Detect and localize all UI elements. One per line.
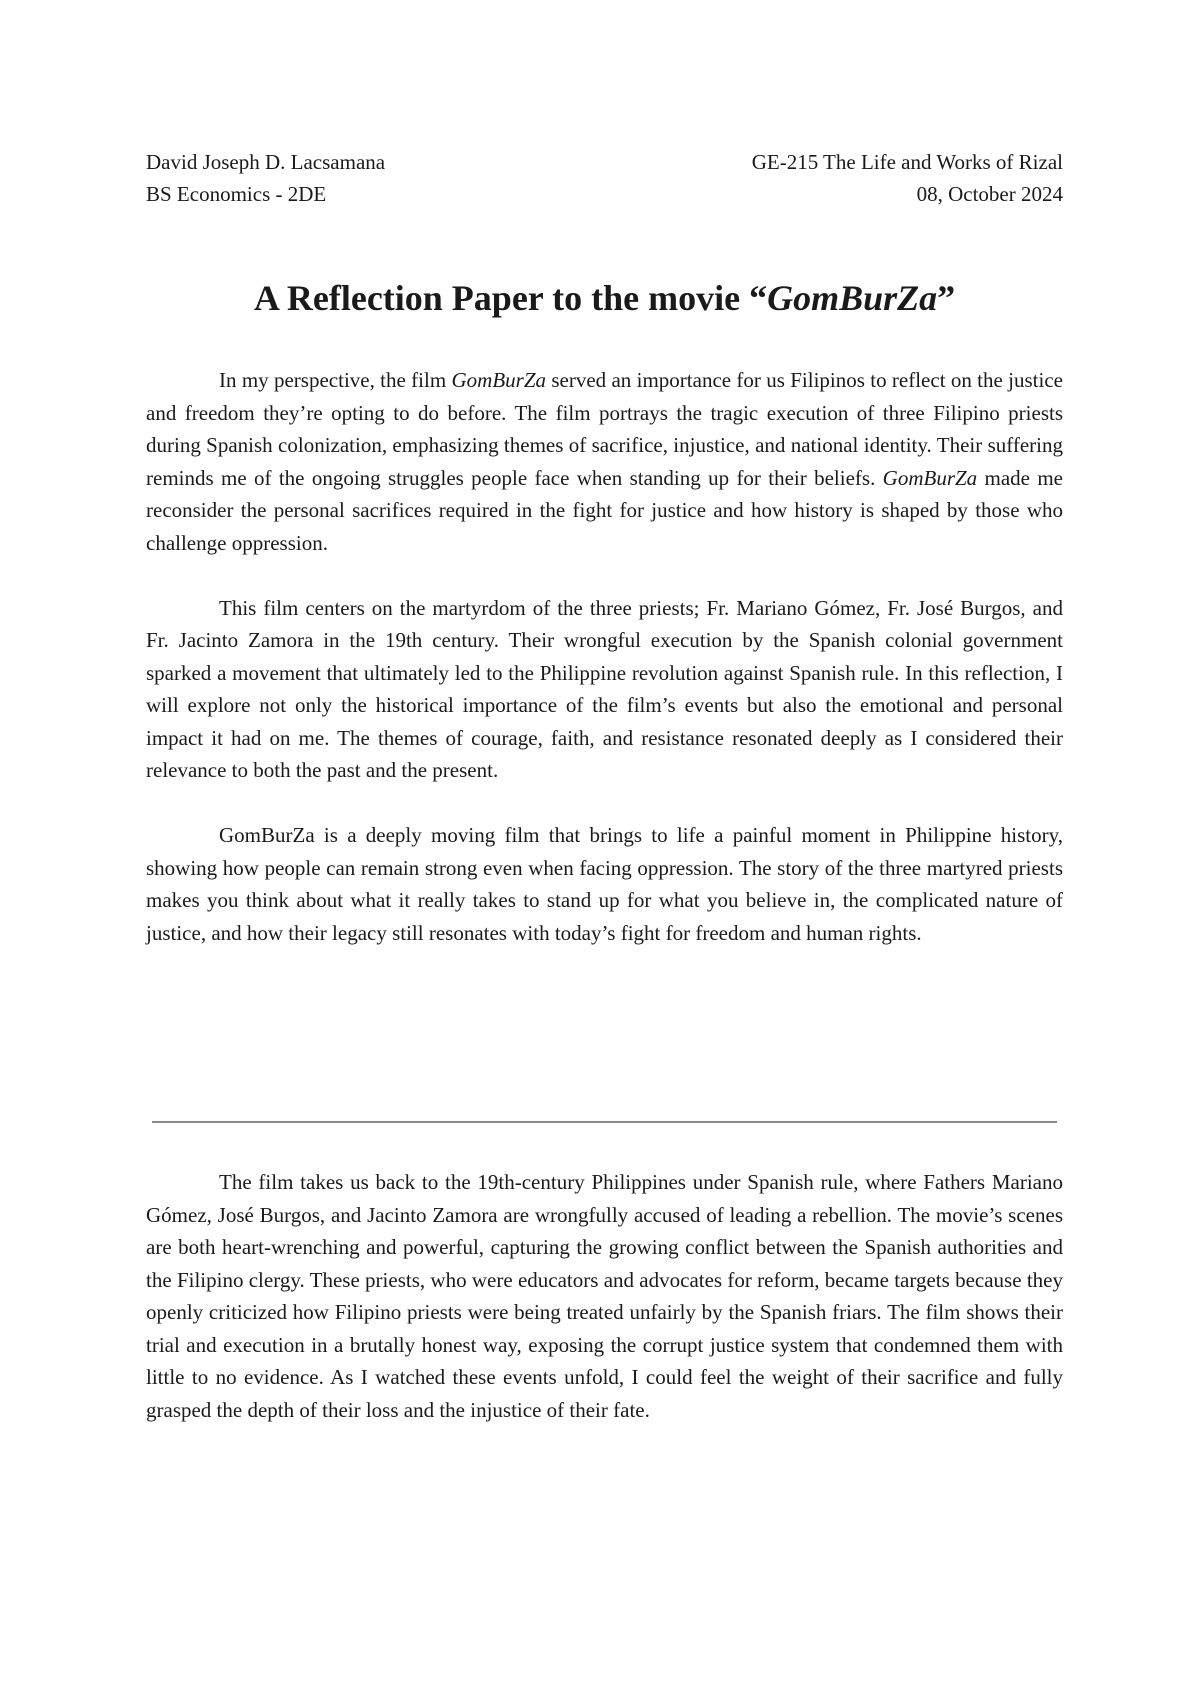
paragraph-1-film-name: GomBurZa: [451, 368, 547, 392]
title-film-name: GomBurZa: [767, 278, 938, 318]
paragraph-4: The film takes us back to the 19th-century Philippines under Spanish rule, where Fathers Mariano Gómez, José Burgos, and Jacinto Zamora are wrongfully accused of leading a rebellion. The movie’s scenes are both heart-wrenching and powerful, capturing the growing conflict between the Spanish authorities and the Filipino clergy. These priests, who were educators and advocates for reform, became targets because they openly criticized how Filipino priests were being treated unfairly by the Spanish friars. The film shows their trial and execution in a brutally honest way, exposing the corrupt justice system that condemned them with little to no evidence. As I watched these events unfold, I could feel the weight of their sacrifice and fully grasped the depth of their loss and the injustice of their fate.: [146, 1170, 1063, 1422]
paragraph-1-film-name-2: GomBurZa: [882, 465, 978, 490]
paragraph-1-part-b: served an importance for us Filipinos to reflect on the justice and freedom they’re opting to do before. The film portrays the tragic execution of three Filipino priests during Spanish colonization, emphasizing themes of sacrifice, injustice, and national identity. Their suffering reminds me of the ongoing struggles people face when standing up for their beliefs.: [146, 368, 1063, 490]
author-name: David Joseph D. Lacsamana: [146, 150, 386, 174]
body-section-2: [146, 1166, 1063, 1459]
body-section-1: [146, 364, 1063, 982]
document-header: [146, 146, 1063, 210]
title-prefix: A Reflection Paper to the movie “: [253, 278, 768, 318]
paragraph-2: This film centers on the martyrdom of the three priests; Fr. Mariano Gómez, Fr. José Burgos, and Fr. Jacinto Zamora in the 19th century. Their wrongful execution by the Spanish colonial government sparked a movement that ultimately led to the Philippine revolution against Spanish rule. In this reflection, I will explore not only the historical importance of the film’s events but also the emotional and personal impact it had on me. The themes of courage, faith, and resistance resonated deeply as I considered their relevance to both the past and the present.: [146, 595, 1063, 782]
header-row-2: [146, 178, 1063, 210]
paragraph-3: GomBurZa is a deeply moving film that brings to life a painful moment in Philippine history, showing how people can remain strong even when facing oppression. The story of the three martyred priests makes you think about what it really takes to stand up for what you believe in, the complicated nature of justice, and how their legacy still resonates with today’s fight for freedom and human rights.: [146, 823, 1063, 945]
horizontal-divider: [152, 1121, 1057, 1123]
paragraph-1: [146, 364, 1063, 559]
document-date: 08, October 2024: [916, 182, 1063, 206]
paragraph-1-part-a: In my perspective, the film: [219, 368, 452, 392]
page-title: [146, 273, 1063, 323]
paragraph-1-part-c: made me reconsider the personal sacrifices required in the fight for justice and how history is shaped by those who challenge oppression.: [146, 465, 1063, 555]
course-name: GE-215 The Life and Works of Rizal: [751, 150, 1063, 174]
program-name: BS Economics - 2DE: [146, 182, 327, 206]
header-row-1: [146, 146, 1063, 178]
title-suffix: ”: [937, 278, 956, 318]
